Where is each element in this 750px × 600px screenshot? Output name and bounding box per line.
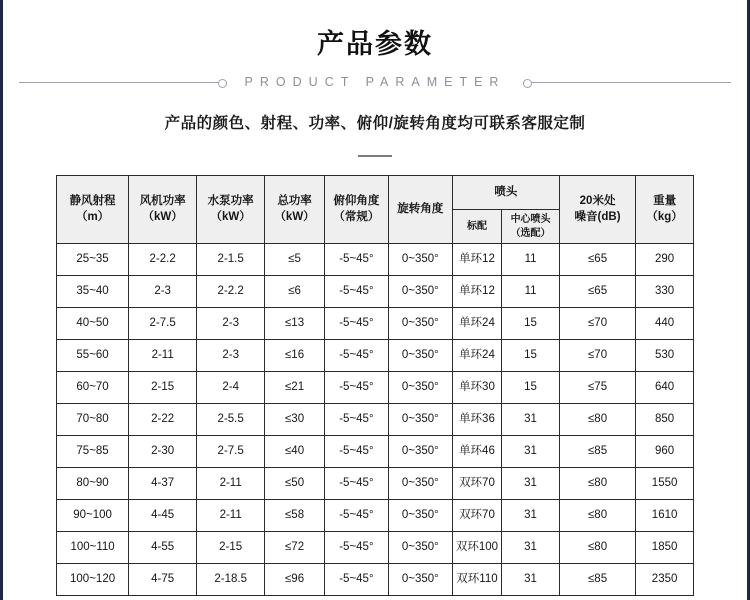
table-cell: -5~45°	[324, 532, 388, 564]
subtitle-row	[3, 75, 747, 89]
section-divider	[358, 155, 392, 157]
table-cell: 290	[636, 244, 694, 276]
table-cell: 850	[636, 404, 694, 436]
table-cell: 55~60	[57, 340, 129, 372]
table-cell: 440	[636, 308, 694, 340]
col-header-nozzle-center-line1: 中心喷头	[510, 214, 551, 225]
table-cell: 0~350°	[388, 500, 452, 532]
table-cell: ≤70	[559, 340, 635, 372]
table-cell: ≤6	[265, 276, 325, 308]
col-header-nozzle-center-line2: （选配）	[510, 227, 551, 239]
table-cell: 40~50	[57, 308, 129, 340]
col-header-noise	[559, 176, 635, 244]
col-header-pump-power-line2: （kW）	[210, 210, 251, 223]
table-cell: 0~350°	[388, 564, 452, 596]
page-title: 产品参数	[317, 29, 433, 59]
table-row	[57, 372, 694, 404]
col-header-wind-range-line2: （m）	[75, 210, 110, 223]
table-row	[57, 500, 694, 532]
table-cell: ≤30	[265, 404, 325, 436]
table-cell: 0~350°	[388, 404, 452, 436]
table-cell: ≤80	[559, 468, 635, 500]
table-cell: 2-15	[129, 372, 197, 404]
table-cell: 2-11	[197, 468, 265, 500]
table-cell: 330	[636, 276, 694, 308]
table-cell: 2-3	[197, 340, 265, 372]
table-row	[57, 468, 694, 500]
table-cell: 31	[502, 436, 560, 468]
table-cell: 单环46	[452, 436, 501, 468]
table-cell: 25~35	[57, 244, 129, 276]
table-cell: 2350	[636, 564, 694, 596]
table-cell: ≤85	[559, 564, 635, 596]
table-cell: 0~350°	[388, 468, 452, 500]
table-cell: 0~350°	[388, 340, 452, 372]
table-cell: 2-30	[129, 436, 197, 468]
table-cell: 0~350°	[388, 372, 452, 404]
table-cell: 双环70	[452, 468, 501, 500]
table-cell: 31	[502, 500, 560, 532]
table-row	[57, 564, 694, 596]
table-cell: 15	[502, 340, 560, 372]
spec-table-head	[57, 176, 694, 244]
table-cell: 2-15	[197, 532, 265, 564]
col-header-wind-range-line1: 静风射程	[69, 194, 116, 207]
table-cell: 15	[502, 372, 560, 404]
table-cell: 1850	[636, 532, 694, 564]
table-cell: 2-11	[197, 500, 265, 532]
table-cell: 2-4	[197, 372, 265, 404]
table-cell: 100~120	[57, 564, 129, 596]
table-cell: ≤72	[265, 532, 325, 564]
table-cell: -5~45°	[324, 468, 388, 500]
col-header-fan-power-line2: （kW）	[142, 210, 183, 223]
table-cell: 单环24	[452, 340, 501, 372]
col-header-nozzle-center	[502, 210, 560, 244]
header-row-1	[57, 176, 694, 210]
table-cell: 4-37	[129, 468, 197, 500]
spec-table-container	[56, 175, 694, 596]
table-cell: ≤80	[559, 532, 635, 564]
spec-table-body	[57, 244, 694, 596]
col-header-fan-power	[129, 176, 197, 244]
col-header-nozzle-group: 喷头	[452, 176, 559, 210]
table-cell: 双环100	[452, 532, 501, 564]
col-header-nozzle-standard: 标配	[452, 210, 501, 244]
table-cell: -5~45°	[324, 404, 388, 436]
table-cell: ≤40	[265, 436, 325, 468]
table-cell: ≤5	[265, 244, 325, 276]
col-header-weight-line1: 重量	[653, 194, 677, 207]
table-cell: 640	[636, 372, 694, 404]
table-cell: ≤16	[265, 340, 325, 372]
table-cell: -5~45°	[324, 436, 388, 468]
table-cell: ≤58	[265, 500, 325, 532]
table-cell: 2-2.2	[197, 276, 265, 308]
table-cell: ≤50	[265, 468, 325, 500]
table-cell: 31	[502, 468, 560, 500]
table-cell: ≤85	[559, 436, 635, 468]
col-header-pump-power-line1: 水泵功率	[207, 194, 254, 207]
table-cell: 0~350°	[388, 276, 452, 308]
table-cell: 4-55	[129, 532, 197, 564]
lead-text: 产品的颜色、射程、功率、俯仰/旋转角度均可联系客服定制	[164, 115, 586, 132]
col-header-weight	[636, 176, 694, 244]
table-cell: -5~45°	[324, 276, 388, 308]
table-cell: 2-3	[197, 308, 265, 340]
table-cell: 2-18.5	[197, 564, 265, 596]
table-cell: 11	[502, 244, 560, 276]
table-cell: -5~45°	[324, 372, 388, 404]
table-row	[57, 244, 694, 276]
table-row	[57, 308, 694, 340]
table-cell: 双环110	[452, 564, 501, 596]
table-cell: 2-5.5	[197, 404, 265, 436]
table-cell: 单环36	[452, 404, 501, 436]
col-header-pitch-angle	[324, 176, 388, 244]
table-cell: ≤21	[265, 372, 325, 404]
table-cell: 2-1.5	[197, 244, 265, 276]
table-cell: 70~80	[57, 404, 129, 436]
table-cell: 单环12	[452, 244, 501, 276]
table-cell: 31	[502, 404, 560, 436]
table-cell: 4-45	[129, 500, 197, 532]
table-cell: ≤65	[559, 276, 635, 308]
col-header-noise-line2: 噪音(dB)	[574, 210, 621, 223]
table-cell: 2-11	[129, 340, 197, 372]
table-cell: ≤70	[559, 308, 635, 340]
table-cell: ≤75	[559, 372, 635, 404]
table-cell: 单环30	[452, 372, 501, 404]
table-row	[57, 436, 694, 468]
table-cell: ≤13	[265, 308, 325, 340]
table-row	[57, 340, 694, 372]
table-cell: 1550	[636, 468, 694, 500]
table-cell: ≤80	[559, 404, 635, 436]
page-subtitle: PRODUCT PARAMETER	[244, 75, 506, 89]
table-cell: ≤80	[559, 500, 635, 532]
table-cell: 0~350°	[388, 532, 452, 564]
table-cell: 31	[502, 532, 560, 564]
table-cell: 单环24	[452, 308, 501, 340]
col-header-total-power-line1: 总功率	[277, 194, 312, 207]
table-cell: -5~45°	[324, 244, 388, 276]
subtitle-rule-left	[19, 82, 227, 83]
col-header-total-power-line2: （kW）	[274, 210, 315, 223]
table-cell: 4-75	[129, 564, 197, 596]
table-cell: 2-7.5	[197, 436, 265, 468]
table-cell: -5~45°	[324, 340, 388, 372]
col-header-fan-power-line1: 风机功率	[139, 194, 186, 207]
col-header-pitch-angle-line1: 俯仰角度	[333, 194, 380, 207]
table-cell: 530	[636, 340, 694, 372]
table-cell: 100~110	[57, 532, 129, 564]
table-row	[57, 276, 694, 308]
table-cell: 15	[502, 308, 560, 340]
table-cell: 单环12	[452, 276, 501, 308]
table-cell: 75~85	[57, 436, 129, 468]
table-cell: ≤65	[559, 244, 635, 276]
table-cell: 0~350°	[388, 244, 452, 276]
table-cell: ≤96	[265, 564, 325, 596]
col-header-pitch-angle-line2: （常规）	[333, 210, 380, 223]
table-cell: -5~45°	[324, 564, 388, 596]
table-row	[57, 404, 694, 436]
col-header-noise-line1: 20米处	[579, 194, 616, 207]
table-cell: 960	[636, 436, 694, 468]
col-header-weight-line2: （kg）	[646, 210, 683, 223]
col-header-wind-range	[57, 176, 129, 244]
table-cell: 2-2.2	[129, 244, 197, 276]
table-cell: -5~45°	[324, 500, 388, 532]
table-cell: -5~45°	[324, 308, 388, 340]
table-cell: 2-22	[129, 404, 197, 436]
table-cell: 2-3	[129, 276, 197, 308]
table-cell: 双环70	[452, 500, 501, 532]
table-cell: 0~350°	[388, 308, 452, 340]
table-cell: 31	[502, 564, 560, 596]
table-cell: 35~40	[57, 276, 129, 308]
table-cell: 2-7.5	[129, 308, 197, 340]
table-cell: 80~90	[57, 468, 129, 500]
table-cell: 11	[502, 276, 560, 308]
table-cell: 0~350°	[388, 436, 452, 468]
table-cell: 90~100	[57, 500, 129, 532]
col-header-rotate-angle: 旋转角度	[388, 176, 452, 244]
table-cell: 60~70	[57, 372, 129, 404]
table-cell: 1610	[636, 500, 694, 532]
spec-table	[56, 175, 694, 596]
subtitle-rule-right	[523, 82, 731, 83]
table-row	[57, 532, 694, 564]
col-header-pump-power	[197, 176, 265, 244]
col-header-total-power	[265, 176, 325, 244]
